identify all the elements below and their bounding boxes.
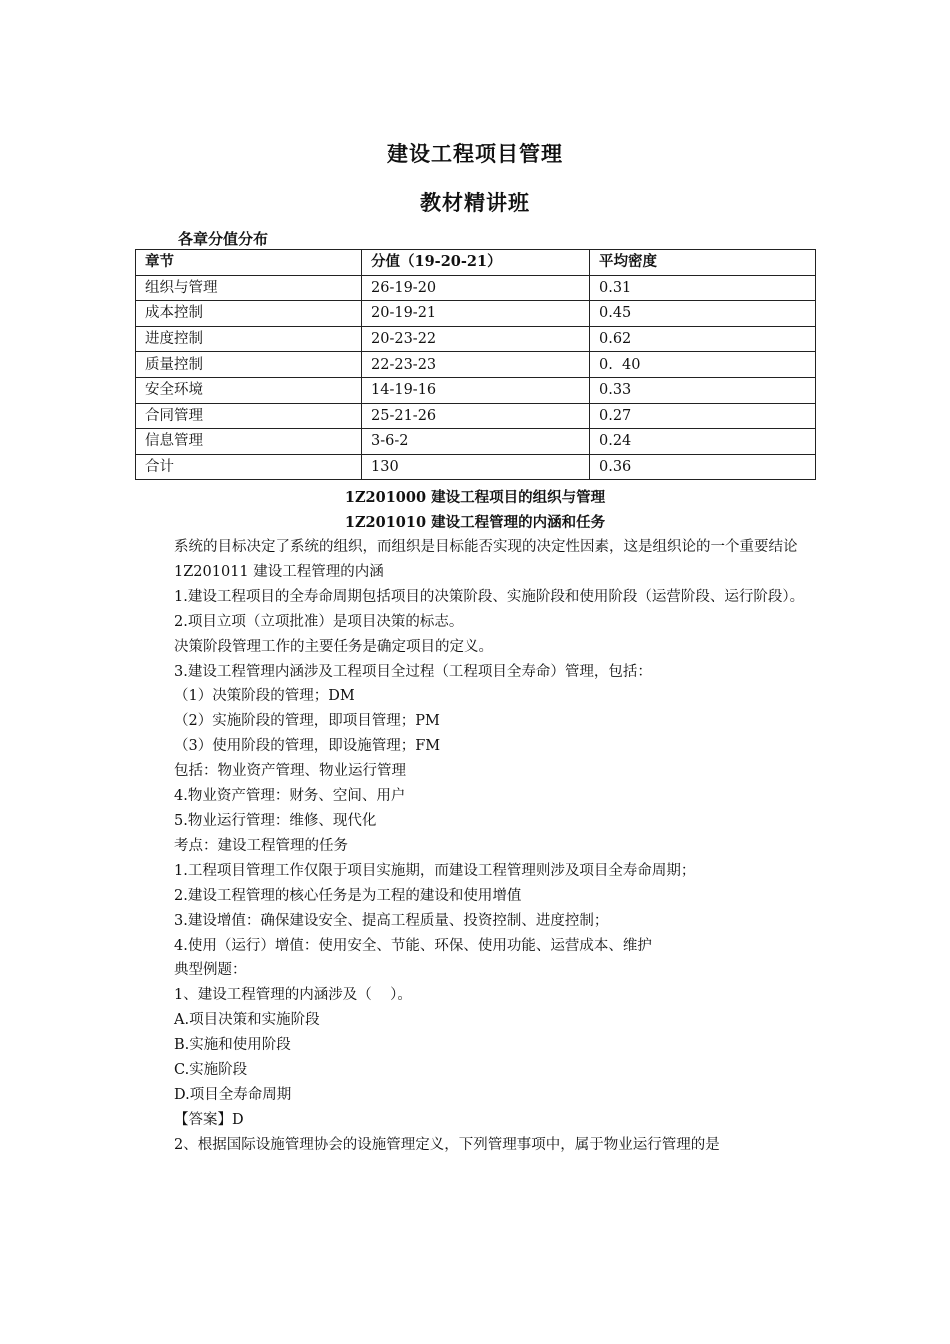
- cell-score: 20-23-22: [362, 326, 590, 352]
- cell-chapter: 成本控制: [136, 301, 362, 327]
- cell-score: 130: [362, 454, 590, 480]
- cell-density: 0.45: [590, 301, 816, 327]
- cell-chapter: 进度控制: [136, 326, 362, 352]
- table-row: [136, 352, 816, 378]
- list-item: （1）决策阶段的管理；DM: [174, 688, 355, 705]
- paragraph: 1.工程项目管理工作仅限于项目实施期，而建设工程管理则涉及项目全寿命周期；: [174, 862, 696, 879]
- option: C.实施阶段: [174, 1062, 248, 1079]
- table-row: [136, 301, 816, 327]
- table-row: [136, 429, 816, 455]
- cell-density: 0. 40: [590, 352, 816, 378]
- subsection-heading: 1Z201010 建设工程管理的内涵和任务: [344, 514, 606, 531]
- paragraph: 1Z201011 建设工程管理的内涵: [174, 563, 384, 580]
- cell-density: 0.62: [590, 326, 816, 352]
- table-row-total: [136, 454, 816, 480]
- document-title: 建设工程项目管理: [387, 141, 563, 166]
- table-row: [136, 275, 816, 301]
- header-score: 分值（19-20-21）: [362, 250, 590, 276]
- header-chapter: 章节: [136, 250, 362, 276]
- table-row: [136, 403, 816, 429]
- paragraph: 3.建设工程管理内涵涉及工程项目全过程（工程项目全寿命）管理，包括：: [174, 663, 652, 680]
- cell-score: 14-19-16: [362, 377, 590, 403]
- paragraph: 系统的目标决定了系统的组织，而组织是目标能否实现的决定性因素，这是组织论的一个重要结论: [174, 539, 798, 555]
- list-item: （2）实施阶段的管理，即项目管理；PM: [174, 713, 440, 730]
- cell-density: 0.36: [590, 454, 816, 480]
- cell-score: 3-6-2: [362, 429, 590, 455]
- question: 1、建设工程管理的内涵涉及（ ）。: [174, 987, 412, 1004]
- paragraph: 决策阶段管理工作的主要任务是确定项目的定义。: [174, 638, 493, 655]
- cell-chapter: 安全环境: [136, 377, 362, 403]
- cell-score: 26-19-20: [362, 275, 590, 301]
- table-caption: 各章分值分布: [178, 230, 269, 248]
- question: 2、根据国际设施管理协会的设施管理定义，下列管理事项中，属于物业运行管理的是: [174, 1136, 720, 1153]
- list-item: （3）使用阶段的管理，即设施管理；FM: [174, 738, 441, 755]
- paragraph: 2.项目立项（立项批准）是项目决策的标志。: [174, 613, 464, 630]
- paragraph: 4.使用（运行）增值：使用安全、节能、环保、使用功能、运营成本、维护: [174, 937, 652, 954]
- body-text: [145, 535, 817, 1158]
- cell-density: 0.31: [590, 275, 816, 301]
- cell-density: 0.33: [590, 377, 816, 403]
- answer: 【答案】D: [174, 1111, 244, 1128]
- cell-chapter: 合计: [136, 454, 362, 480]
- cell-chapter: 合同管理: [136, 403, 362, 429]
- cell-chapter: 质量控制: [136, 352, 362, 378]
- option: B.实施和使用阶段: [174, 1037, 291, 1054]
- cell-density: 0.24: [590, 429, 816, 455]
- table-row: [136, 377, 816, 403]
- paragraph: 3.建设增值：确保建设安全、提高工程质量、投资控制、进度控制；: [174, 912, 609, 929]
- table-row: [136, 326, 816, 352]
- paragraph: 考点：建设工程管理的任务: [174, 837, 348, 854]
- score-distribution-table: [135, 249, 816, 480]
- cell-density: 0.27: [590, 403, 816, 429]
- option: D.项目全寿命周期: [174, 1086, 292, 1103]
- cell-chapter: 信息管理: [136, 429, 362, 455]
- paragraph: 1.建设工程项目的全寿命周期包括项目的决策阶段、实施阶段和使用阶段（运营阶段、运行阶段）。: [174, 588, 805, 605]
- paragraph: 4.物业资产管理：财务、空间、用户: [174, 788, 406, 805]
- table-header-row: [136, 250, 816, 276]
- document-subtitle: 教材精讲班: [420, 190, 530, 215]
- paragraph: 包括：物业资产管理、物业运行管理: [174, 763, 406, 780]
- cell-score: 25-21-26: [362, 403, 590, 429]
- cell-score: 20-19-21: [362, 301, 590, 327]
- option: A.项目决策和实施阶段: [174, 1012, 320, 1029]
- paragraph: 5.物业运行管理：维修、现代化: [174, 812, 377, 829]
- cell-score: 22-23-23: [362, 352, 590, 378]
- paragraph: 2.建设工程管理的核心任务是为工程的建设和使用增值: [174, 887, 522, 904]
- section-heading: 1Z201000 建设工程项目的组织与管理: [344, 489, 606, 506]
- cell-chapter: 组织与管理: [136, 275, 362, 301]
- paragraph: 典型例题：: [174, 962, 247, 979]
- header-density: 平均密度: [590, 250, 816, 276]
